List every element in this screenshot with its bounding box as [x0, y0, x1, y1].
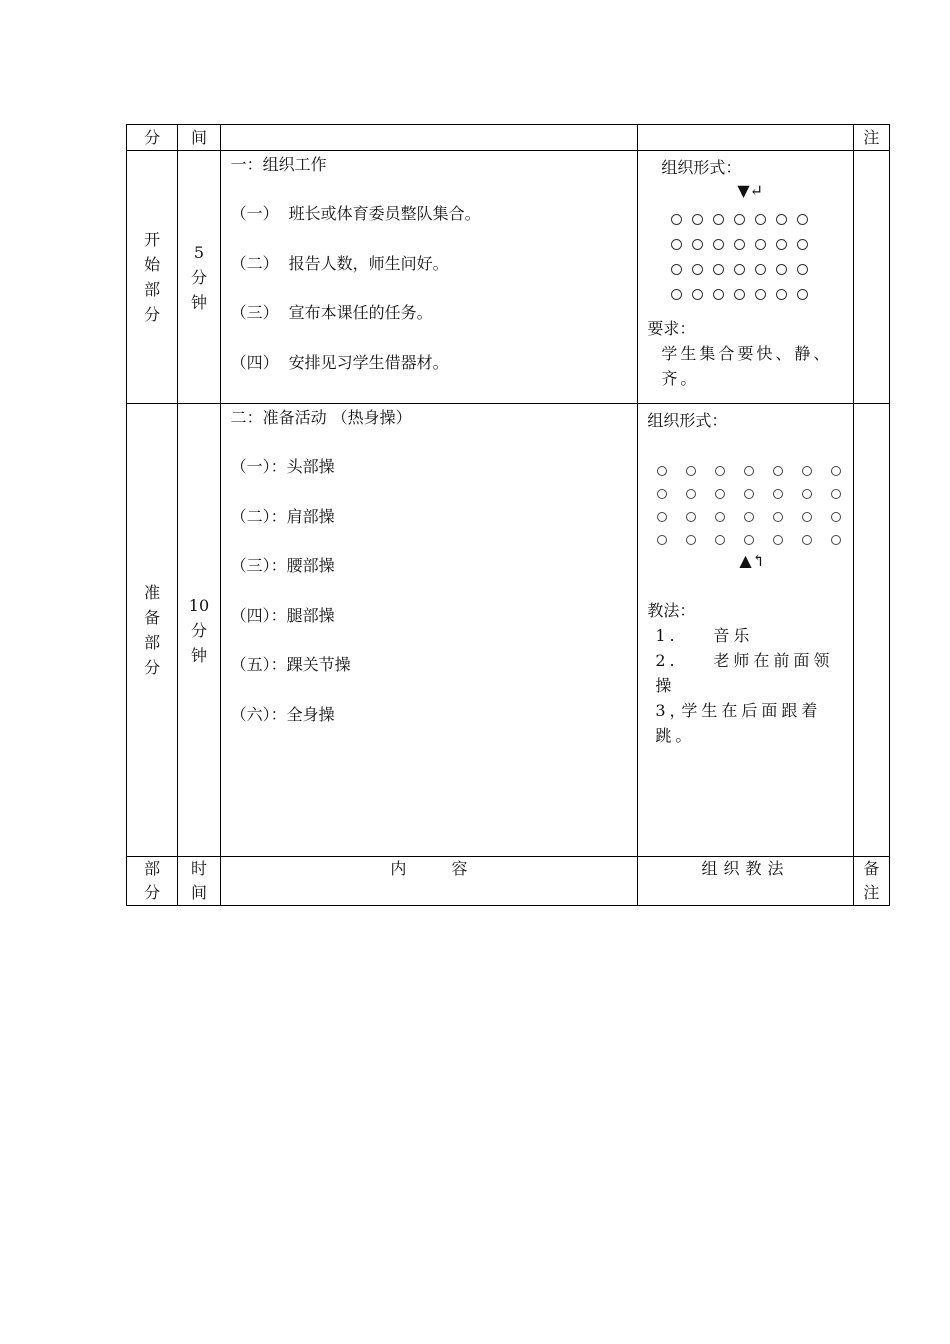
footer-note-text-char: 备	[863, 859, 880, 878]
item-text: 肩部操	[286, 506, 335, 526]
item-number: （二）：	[230, 506, 287, 526]
student-dot-icon	[686, 466, 696, 476]
time-unit-char: 分	[190, 620, 207, 640]
section-prep-time	[178, 404, 220, 857]
student-dot-icon	[713, 214, 724, 225]
student-dot-icon	[744, 466, 754, 476]
section-start-content	[220, 151, 638, 404]
student-dot-icon	[755, 289, 766, 300]
part-name-char: 始	[144, 255, 161, 274]
section-start-time	[178, 151, 220, 404]
student-dot-icon	[776, 289, 787, 300]
content-item	[231, 606, 638, 626]
footer-method: 组织教法	[638, 857, 853, 906]
method-item	[647, 648, 846, 698]
lesson-plan-table	[126, 124, 890, 906]
part-name-char: 备	[144, 608, 161, 627]
student-dot-icon	[713, 239, 724, 250]
time-unit	[178, 618, 219, 668]
item-number: （三）：	[230, 556, 287, 575]
method-text: 学生在后面跟着跳。	[655, 701, 822, 745]
content-title: 二：准备活动 （热身操）	[230, 408, 412, 427]
formation-row	[657, 527, 846, 550]
section-start-part	[127, 151, 178, 404]
part-name	[127, 580, 177, 680]
time-number: 10	[188, 595, 210, 615]
student-dot-icon	[755, 214, 766, 225]
student-dot-icon	[715, 535, 725, 545]
item-text: 头部操	[286, 457, 335, 476]
footer-note-text-char: 注	[863, 883, 880, 902]
item-text: 腰部操	[286, 556, 335, 575]
time-unit-char: 分	[190, 267, 207, 287]
time-unit	[178, 265, 219, 315]
header-part: 分	[127, 125, 178, 151]
student-dot-icon	[831, 512, 841, 522]
formation-row	[657, 458, 846, 481]
method-number: 1.	[655, 626, 679, 645]
student-dot-icon	[797, 214, 808, 225]
time-unit-char: 钟	[190, 645, 207, 665]
formation-row	[671, 281, 846, 306]
footer-row	[127, 857, 890, 906]
item-text: 安排见习学生借器材。	[288, 352, 449, 372]
method-number: 2.	[655, 651, 679, 670]
student-dot-icon	[776, 214, 787, 225]
student-dot-icon	[734, 289, 745, 300]
formation-row	[671, 231, 846, 256]
item-number: （六）：	[230, 704, 287, 724]
content-item	[231, 556, 638, 576]
student-dot-icon	[802, 535, 812, 545]
student-dot-icon	[773, 512, 783, 522]
formation-row	[671, 206, 846, 231]
footer-time-text-char: 时	[190, 859, 207, 878]
student-dot-icon	[715, 512, 725, 522]
method-text: 音乐	[713, 626, 754, 645]
content-item	[231, 204, 638, 224]
method-text: 老师在前面领操	[655, 651, 834, 695]
time-unit-char: 钟	[190, 292, 207, 312]
formation-row	[657, 504, 846, 527]
student-dot-icon	[755, 264, 766, 275]
content-item	[231, 507, 638, 527]
student-dot-icon	[773, 535, 783, 545]
formation-row	[657, 481, 846, 504]
header-row	[127, 125, 890, 151]
student-dot-icon	[671, 264, 682, 275]
part-name-char: 分	[144, 658, 161, 677]
item-number: （一）：	[230, 457, 287, 476]
student-dot-icon	[773, 489, 783, 499]
item-number: （二）	[230, 253, 279, 273]
item-number: （五）：	[230, 655, 287, 674]
content-item	[231, 705, 638, 725]
item-number: （三）	[230, 303, 279, 322]
section-prep-method	[638, 404, 853, 857]
student-dot-icon	[776, 239, 787, 250]
student-dot-icon	[657, 535, 667, 545]
part-name-char: 准	[144, 583, 161, 602]
teacher-marker: ▲↰	[739, 551, 766, 570]
student-dot-icon	[692, 264, 703, 275]
student-dot-icon	[657, 489, 667, 499]
method-item	[647, 623, 846, 648]
student-dot-icon	[657, 466, 667, 476]
student-dot-icon	[686, 489, 696, 499]
header-content	[220, 125, 638, 151]
student-dot-icon	[802, 466, 812, 476]
org-label: 组织形式：	[661, 158, 742, 177]
part-name	[127, 227, 177, 327]
item-text: 踝关节操	[286, 655, 351, 674]
section-start-method	[638, 151, 853, 404]
item-text: 报告人数，师生问好。	[288, 253, 449, 273]
student-dot-icon	[715, 489, 725, 499]
section-prep-row	[127, 404, 890, 857]
student-dot-icon	[686, 535, 696, 545]
footer-note-text	[853, 857, 889, 906]
content-title: 一：组织工作	[230, 155, 327, 174]
footer-content: 内 容	[220, 857, 638, 906]
content-item	[231, 655, 638, 675]
section-prep-note	[853, 404, 889, 857]
section-prep-part	[127, 404, 178, 857]
student-dot-icon	[802, 512, 812, 522]
header-time: 间	[178, 125, 220, 151]
student-dot-icon	[671, 239, 682, 250]
section-start-note	[853, 151, 889, 404]
section-start-row	[127, 151, 890, 404]
footer-time-text	[178, 857, 220, 906]
time-number: 5	[193, 242, 205, 262]
student-dot-icon	[797, 239, 808, 250]
student-dot-icon	[744, 535, 754, 545]
student-dot-icon	[692, 239, 703, 250]
student-dot-icon	[734, 239, 745, 250]
student-dot-icon	[776, 264, 787, 275]
content-item	[231, 254, 638, 274]
student-dot-icon	[831, 535, 841, 545]
org-label: 组织形式：	[647, 411, 728, 430]
part-name-char: 分	[144, 305, 161, 324]
content-item	[231, 353, 638, 373]
student-dot-icon	[713, 289, 724, 300]
item-text: 班长或体育委员整队集合。	[288, 204, 481, 223]
student-dot-icon	[797, 289, 808, 300]
section-prep-content	[220, 404, 638, 857]
item-number: （四）	[230, 352, 279, 372]
footer-time-text-char: 间	[190, 883, 207, 902]
req-text: 学生集合要快、静、齐。	[661, 344, 833, 388]
item-number: （一）	[230, 204, 279, 223]
formation-row	[671, 256, 846, 281]
item-text: 腿部操	[286, 605, 335, 625]
student-formation	[657, 458, 846, 550]
student-dot-icon	[755, 239, 766, 250]
student-dot-icon	[773, 466, 783, 476]
header-note: 注	[853, 125, 889, 151]
footer-part-text-char: 分	[144, 883, 161, 902]
content-item	[231, 457, 638, 477]
student-dot-icon	[802, 489, 812, 499]
part-name-char: 开	[144, 230, 161, 249]
method-item	[647, 698, 846, 748]
student-dot-icon	[831, 466, 841, 476]
student-dot-icon	[692, 289, 703, 300]
student-dot-icon	[713, 264, 724, 275]
student-dot-icon	[686, 512, 696, 522]
footer-part-text-char: 部	[144, 859, 161, 878]
item-number: （四）：	[230, 605, 287, 625]
student-dot-icon	[744, 489, 754, 499]
method-label: 教法：	[647, 601, 696, 620]
part-name-char: 部	[144, 633, 161, 652]
student-dot-icon	[831, 489, 841, 499]
student-dot-icon	[715, 466, 725, 476]
method-number: 3，	[655, 701, 690, 720]
teacher-marker: ▼↵	[737, 181, 764, 200]
header-method	[638, 125, 853, 151]
item-text: 宣布本课任的任务。	[288, 303, 433, 322]
req-label: 要求：	[647, 319, 696, 338]
student-dot-icon	[671, 289, 682, 300]
student-dot-icon	[744, 512, 754, 522]
content-item	[231, 303, 638, 323]
student-dot-icon	[671, 214, 682, 225]
part-name-char: 部	[144, 280, 161, 299]
student-dot-icon	[657, 512, 667, 522]
footer-part-text	[127, 857, 178, 906]
student-dot-icon	[692, 214, 703, 225]
student-formation	[671, 206, 846, 306]
student-dot-icon	[797, 264, 808, 275]
student-dot-icon	[734, 214, 745, 225]
student-dot-icon	[734, 264, 745, 275]
item-text: 全身操	[286, 704, 335, 724]
